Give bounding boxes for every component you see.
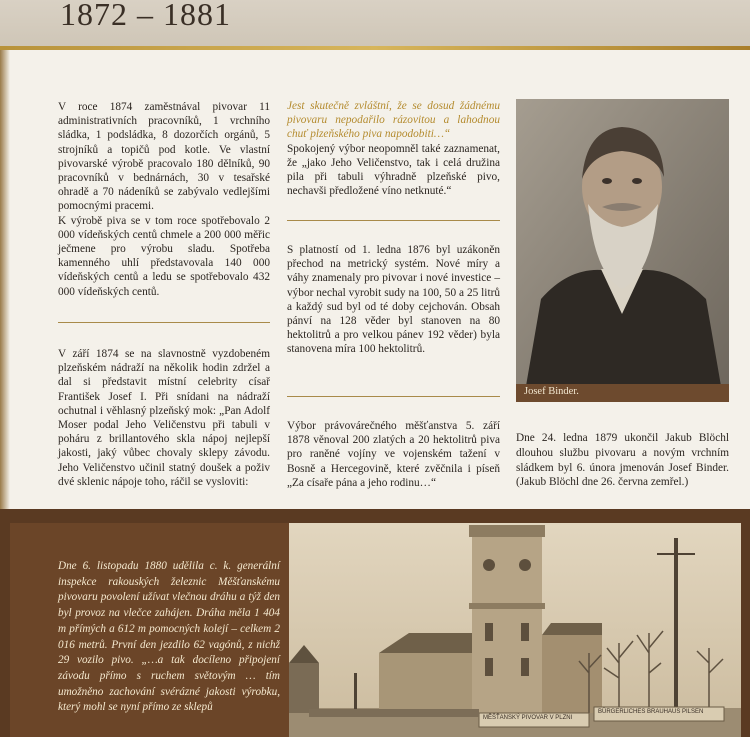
sign-brewery-german: BÜRGERLICHES BRAUHAUS PILSEN xyxy=(598,709,704,715)
brewery-illustration xyxy=(289,523,741,737)
column-2-bottom xyxy=(287,419,500,490)
column-2-divider-2 xyxy=(287,396,500,397)
page-title: 1872 – 1881 xyxy=(60,0,231,32)
column-2-top xyxy=(287,99,500,198)
column-1-bottom xyxy=(58,347,270,489)
paragraph-metric-system: S platností od 1. ledna 1876 byl uzákoněn přechod na metrický systém. Nové míry a váhy znamenaly pro pivovar i nové investice – výbor nechal vyrobit sudy na 100, 50 a 25 litrů a každý sud byl od té doby cejchován. Obsah pánví na 128 věder byl stanoven na 80 hektolitrů a pro velkou pánev 192 věder) byla stanovena míra 100 hektolitrů. xyxy=(287,244,500,356)
emperor-quote: Jest skutečně zvláštní, že se dosud žádnému pivovaru nepodařilo rázovitou a lahodnou chuť plzeňského piva napodobiti…“ xyxy=(287,100,500,141)
paragraph-staff: V roce 1874 zaměstnával pivovar 11 administrativních pracovníků, 1 vrchního sládka, 1 podsládka, 8 dozorčích orgánů, 5 strojníků a topičů pod kotle. Ve vlastní pivovarské výrobě pracovalo 180 dělníků, 90 pracovníků v bednárnách, 30 v tesařské ohradě a 70 nádeníků se zabývalo vedlejšími pomocnými pracemi. xyxy=(58,101,270,213)
column-1-divider xyxy=(58,322,270,323)
paragraph-emperor-visit: V září 1874 se na slavnostně vyzdobeném plzeňském nádraží na několik hodin zdržel a dal si představit místní celebrity císař František Josef I. Při snídani na nádraží ochutnal i věhlasný plzeňský mok: „Pan Adolf Moser podal Jeho Veličenstvu při tabuli v poháru z brillantového skla nápoj nejlepší jakosti, jaký vůbec chovaly sklepy závodu. Jeho Veličenstvo učinil statný doušek a poživ dvé sklenic nápoje toho, ráčil se vysloviti: xyxy=(58,348,270,488)
page-header xyxy=(0,0,750,46)
railway-paragraph: Dne 6. listopadu 1880 udělila c. k. generální inspekce rakouských železnic Měšťanskému pivovaru povolení užívat vlečnou dráhu a týž den byl provoz na vlečce zahájen. Dráha měla 1 404 m přímých a 612 m pomocných kolejí – celkem 2 016 metrů. První den jezdilo 62 vagónů, z nichž 29 vozilo pivo. „…a tak docíleno připojení závodu přímo s ruchem světovým … tím umožněno zachování svérázné jakosti výrobku, který mohl se nyní přímo ze sklepů xyxy=(58,560,280,714)
portrait-caption: Josef Binder. xyxy=(524,386,579,397)
column-1-top xyxy=(58,100,270,299)
josef-binder-portrait xyxy=(516,99,729,386)
paragraph-committee: Spokojený výbor neopomněl také zaznamenat, že „jako Jeho Veličenstvo, tak i celá družina pila při tabuli výhradně plzeňské pivo, nechavši předložené víno netknuté.“ xyxy=(287,142,500,198)
header-divider xyxy=(0,46,750,50)
portrait-illustration xyxy=(516,99,729,386)
paragraph-donation: Výbor právovárečného měšťanstva 5. září 1878 věnoval 200 zlatých a 20 hektolitrů piva pro raněné vojíny ve vojenském tažení v Bosně a Hercegovině, které zvěčnila i píseň „Za císaře pána a jeho rodinu…“ xyxy=(287,420,500,489)
sign-brewery-czech: MĚŠŤANSKÝ PIVOVAR V PLZNI xyxy=(483,715,573,721)
column-2-divider-1 xyxy=(287,220,500,221)
portrait-caption-bar xyxy=(516,384,729,402)
paragraph-brewmaster: Dne 24. ledna 1879 ukončil Jakub Blöchl dlouhou službu pivovaru a novým vrchním sládkem byl 6. února jmenován Josef Binder. (Jakub Blöchl dne 26. června zemřel.) xyxy=(516,432,729,489)
brewery-historic-photo xyxy=(289,523,741,737)
paragraph-consumption: K výrobě piva se v tom roce spotřebovalo 2 000 vídeňských centů chmele a 200 000 měřic ječmene pro výrobu sladu. Spotřeba kamenného uhlí představovala 140 000 vídeňských centů a ledu se spotřebovalo 432 000 vídeňských centů. xyxy=(58,214,270,298)
column-3 xyxy=(516,431,729,490)
column-2-middle xyxy=(287,243,500,357)
page-edge xyxy=(0,50,10,510)
